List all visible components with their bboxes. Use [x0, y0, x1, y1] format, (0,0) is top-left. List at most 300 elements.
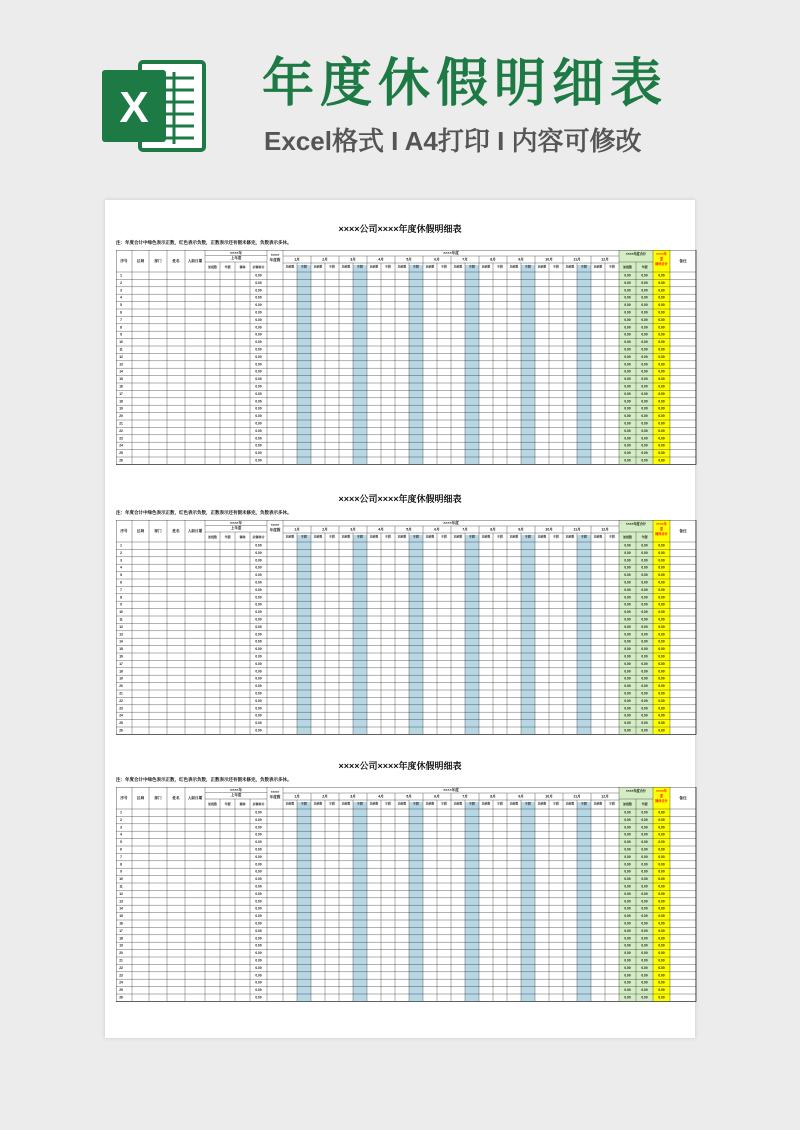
header-region: 区域 [136, 528, 145, 533]
row-final-total: 0.00 [658, 847, 665, 852]
row-total-annual: 0.00 [641, 684, 648, 689]
row-total-overtime: 0.00 [624, 884, 631, 889]
row-final-total: 0.00 [658, 354, 665, 359]
row-balance: 0.00 [255, 295, 262, 300]
row-total-annual: 0.00 [641, 273, 648, 278]
header-month-sub: 加班数 [593, 264, 603, 269]
header-month-sub: 加班数 [537, 264, 547, 269]
row-total-annual: 0.00 [641, 884, 648, 889]
row-number: 23 [119, 436, 123, 441]
row-final-total: 0.00 [658, 288, 665, 293]
header-final-bottom: 调休合计 [655, 261, 668, 266]
header-month-sub: 年假 [385, 534, 391, 539]
row-total-annual: 0.00 [641, 973, 648, 978]
row-balance: 0.00 [255, 399, 262, 404]
row-balance: 0.00 [255, 458, 262, 463]
row-total-overtime: 0.00 [624, 914, 631, 919]
header-month-sub: 年假 [525, 264, 531, 269]
row-final-total: 0.00 [658, 362, 665, 367]
row-final-total: 0.00 [658, 558, 665, 563]
header-annual-bottom: 年度假 [269, 794, 281, 799]
header-month-sub: 年假 [441, 264, 447, 269]
row-balance: 0.00 [255, 661, 262, 666]
row-total-overtime: 0.00 [624, 273, 631, 278]
row-number: 14 [119, 906, 123, 911]
row-total-annual: 0.00 [641, 421, 648, 426]
row-total-overtime: 0.00 [624, 602, 631, 607]
row-total-overtime: 0.00 [624, 310, 631, 315]
row-number: 23 [119, 973, 123, 978]
header-final-mid: 度 [659, 256, 664, 261]
row-final-total: 0.00 [658, 543, 665, 548]
row-number: 3 [120, 558, 122, 563]
row-final-total: 0.00 [658, 273, 665, 278]
row-number: 3 [120, 288, 122, 293]
header-prev-sub: 年假 [224, 801, 231, 806]
row-balance: 0.00 [255, 573, 262, 578]
row-balance: 0.00 [255, 369, 262, 374]
row-balance: 0.00 [255, 810, 262, 815]
row-final-total: 0.00 [658, 684, 665, 689]
row-number: 9 [120, 332, 122, 337]
row-final-total: 0.00 [658, 817, 665, 822]
row-total-annual: 0.00 [641, 436, 648, 441]
header-month: 2月 [322, 527, 328, 532]
header-month: 1月 [294, 257, 300, 262]
row-total-annual: 0.00 [641, 443, 648, 448]
row-balance: 0.00 [255, 624, 262, 629]
header-month: 12月 [601, 257, 609, 262]
header-month-sub: 年假 [301, 264, 307, 269]
row-number: 15 [119, 914, 123, 919]
leave-table [116, 787, 697, 1002]
header-month: 1月 [294, 794, 300, 799]
header-month-sub: 加班数 [313, 801, 323, 806]
header-month-sub: 加班数 [285, 801, 295, 806]
header-month-sub: 年假 [609, 264, 615, 269]
header-month: 3月 [350, 527, 356, 532]
header-month-sub: 年假 [525, 801, 531, 806]
header-month-sub: 年假 [301, 534, 307, 539]
row-number: 19 [119, 676, 123, 681]
header-prev-sub: 年假 [224, 534, 231, 539]
header-month-sub: 年假 [581, 801, 587, 806]
row-final-total: 0.00 [658, 436, 665, 441]
row-final-total: 0.00 [658, 295, 665, 300]
row-number: 15 [119, 647, 123, 652]
row-total-annual: 0.00 [641, 906, 648, 911]
row-final-total: 0.00 [658, 980, 665, 985]
header-month-sub: 年假 [497, 534, 503, 539]
row-number: 24 [119, 443, 123, 448]
header-month: 6月 [434, 527, 440, 532]
row-total-annual: 0.00 [641, 632, 648, 637]
row-total-overtime: 0.00 [624, 325, 631, 330]
row-number: 9 [120, 602, 122, 607]
row-balance: 0.00 [255, 654, 262, 659]
row-final-total: 0.00 [658, 602, 665, 607]
header-month: 9月 [518, 794, 524, 799]
row-total-overtime: 0.00 [624, 691, 631, 696]
row-balance: 0.00 [255, 921, 262, 926]
header-month: 6月 [434, 794, 440, 799]
row-number: 21 [119, 691, 123, 696]
row-total-annual: 0.00 [641, 399, 648, 404]
row-balance: 0.00 [255, 698, 262, 703]
row-total-overtime: 0.00 [624, 906, 631, 911]
row-balance: 0.00 [255, 958, 262, 963]
header-prev-year: ××××年 [230, 250, 242, 255]
header-year-band: ××××年度 [443, 250, 459, 255]
row-balance: 0.00 [255, 862, 262, 867]
logo-letter: X [119, 83, 149, 132]
header-month: 4月 [378, 794, 384, 799]
row-total-overtime: 0.00 [624, 558, 631, 563]
header-name: 姓名 [172, 795, 180, 800]
page-subtitle: Excel格式 I A4打印 I 内容可修改 [264, 126, 642, 156]
row-final-total: 0.00 [658, 891, 665, 896]
header-month: 3月 [350, 257, 356, 262]
row-balance: 0.00 [255, 832, 262, 837]
row-total-overtime: 0.00 [624, 928, 631, 933]
row-number: 7 [120, 317, 122, 322]
header-dept: 部门 [154, 795, 162, 800]
row-balance: 0.00 [255, 384, 262, 389]
row-total-annual: 0.00 [641, 728, 648, 733]
row-balance: 0.00 [255, 421, 262, 426]
header-month-sub: 加班数 [285, 534, 295, 539]
row-balance: 0.00 [255, 414, 262, 419]
row-balance: 0.00 [255, 980, 262, 985]
row-number: 6 [120, 847, 122, 852]
row-total-overtime: 0.00 [624, 706, 631, 711]
row-final-total: 0.00 [658, 617, 665, 622]
row-total-overtime: 0.00 [624, 698, 631, 703]
row-balance: 0.00 [255, 587, 262, 592]
row-total-annual: 0.00 [641, 862, 648, 867]
row-total-overtime: 0.00 [624, 354, 631, 359]
row-total-annual: 0.00 [641, 391, 648, 396]
header-month-sub: 年假 [525, 534, 531, 539]
header-year-band: ××××年度 [443, 787, 459, 792]
row-total-overtime: 0.00 [624, 317, 631, 322]
row-total-annual: 0.00 [641, 377, 648, 382]
row-final-total: 0.00 [658, 565, 665, 570]
row-total-overtime: 0.00 [624, 877, 631, 882]
row-final-total: 0.00 [658, 706, 665, 711]
row-number: 22 [119, 698, 123, 703]
row-number: 20 [119, 684, 123, 689]
row-final-total: 0.00 [658, 906, 665, 911]
row-final-total: 0.00 [658, 639, 665, 644]
row-total-overtime: 0.00 [624, 377, 631, 382]
row-balance: 0.00 [255, 617, 262, 622]
row-final-total: 0.00 [658, 443, 665, 448]
row-balance: 0.00 [255, 936, 262, 941]
row-balance: 0.00 [255, 325, 262, 330]
header-month-sub: 加班数 [565, 264, 575, 269]
grid-border [116, 250, 696, 464]
header-month: 7月 [462, 257, 468, 262]
row-total-annual: 0.00 [641, 669, 648, 674]
row-total-annual: 0.00 [641, 602, 648, 607]
row-total-overtime: 0.00 [624, 654, 631, 659]
row-total-overtime: 0.00 [624, 421, 631, 426]
header-hire-date: 入职日期 [187, 258, 203, 263]
row-total-overtime: 0.00 [624, 980, 631, 985]
header-month-sub: 年假 [441, 801, 447, 806]
row-total-annual: 0.00 [641, 832, 648, 837]
row-balance: 0.00 [255, 340, 262, 345]
header-month-sub: 加班数 [397, 534, 407, 539]
row-number: 1 [120, 273, 122, 278]
row-number: 6 [120, 580, 122, 585]
row-total-overtime: 0.00 [624, 988, 631, 993]
row-total-overtime: 0.00 [624, 965, 631, 970]
row-number: 14 [119, 639, 123, 644]
row-final-total: 0.00 [658, 451, 665, 456]
header-annual-top: ×××× [270, 522, 280, 527]
row-total-annual: 0.00 [641, 543, 648, 548]
month-shade [577, 265, 591, 464]
row-final-total: 0.00 [658, 877, 665, 882]
row-total-overtime: 0.00 [624, 684, 631, 689]
header-month: 11月 [573, 257, 581, 262]
row-balance: 0.00 [255, 995, 262, 1000]
row-balance: 0.00 [255, 691, 262, 696]
header-prev-year-sub: 上年度 [230, 525, 242, 530]
table-title: ××××公司××××年度休假明细表 [338, 224, 462, 234]
row-final-total: 0.00 [658, 728, 665, 733]
row-total-overtime: 0.00 [624, 399, 631, 404]
row-number: 1 [120, 543, 122, 548]
header-month-sub: 年假 [553, 801, 559, 806]
row-number: 2 [120, 280, 122, 285]
month-shade [465, 535, 479, 734]
header-month-sub: 年假 [329, 264, 335, 269]
header-prev-sub: 调休 [239, 264, 246, 269]
row-balance: 0.00 [255, 558, 262, 563]
row-total-overtime: 0.00 [624, 676, 631, 681]
row-total-annual: 0.00 [641, 347, 648, 352]
header-month: 8月 [490, 794, 496, 799]
row-balance: 0.00 [255, 288, 262, 293]
header-month: 9月 [518, 257, 524, 262]
header-seq: 序号 [120, 795, 128, 800]
header-month-sub: 年假 [497, 264, 503, 269]
header-month-sub: 加班数 [481, 534, 491, 539]
row-total-overtime: 0.00 [624, 443, 631, 448]
header-seq: 序号 [120, 528, 128, 533]
header-hire-date: 入职日期 [187, 795, 203, 800]
header-prev-year: ××××年 [230, 787, 242, 792]
header-prev-sub: 余调休计 [252, 264, 265, 269]
row-total-overtime: 0.00 [624, 669, 631, 674]
row-total-annual: 0.00 [641, 617, 648, 622]
month-shade [577, 535, 591, 734]
row-total-annual: 0.00 [641, 317, 648, 322]
row-balance: 0.00 [255, 706, 262, 711]
row-balance: 0.00 [255, 869, 262, 874]
row-balance: 0.00 [255, 899, 262, 904]
row-total-overtime: 0.00 [624, 713, 631, 718]
header-final-top: ××××年 [656, 788, 667, 793]
header-year-total: ××××年度合计 [625, 251, 647, 256]
header-month-sub: 年假 [413, 534, 419, 539]
header-month-sub: 加班数 [397, 801, 407, 806]
row-total-annual: 0.00 [641, 565, 648, 570]
row-number: 19 [119, 406, 123, 411]
row-final-total: 0.00 [658, 458, 665, 463]
header-prev-sub: 调休 [239, 801, 246, 806]
header-month-sub: 加班数 [341, 801, 351, 806]
row-total-overtime: 0.00 [624, 580, 631, 585]
month-shade [409, 802, 423, 1001]
table-note: 注：年度合计中绿色表示正数，红色表示负数，正数表示还有假未修完，负数表示多休。 [116, 777, 292, 782]
row-total-overtime: 0.00 [624, 899, 631, 904]
row-final-total: 0.00 [658, 825, 665, 830]
row-number: 16 [119, 654, 123, 659]
row-total-overtime: 0.00 [624, 428, 631, 433]
row-total-annual: 0.00 [641, 340, 648, 345]
header-month: 12月 [601, 794, 609, 799]
header-total-sub: 年假 [641, 264, 648, 269]
header-month-sub: 年假 [329, 534, 335, 539]
leave-table [116, 250, 697, 465]
header-month-sub: 年假 [441, 534, 447, 539]
row-number: 8 [120, 862, 122, 867]
month-shade [409, 265, 423, 464]
header-month-sub: 年假 [385, 801, 391, 806]
row-number: 1 [120, 810, 122, 815]
row-number: 11 [119, 347, 123, 352]
header-year-total: ××××年度合计 [625, 788, 647, 793]
header-month-sub: 年假 [329, 801, 335, 806]
header-prev-sub: 加班数 [207, 534, 218, 539]
header-month-sub: 加班数 [313, 534, 323, 539]
header-month-sub: 加班数 [593, 801, 603, 806]
row-total-overtime: 0.00 [624, 721, 631, 726]
header-month-sub: 加班数 [593, 534, 603, 539]
row-total-overtime: 0.00 [624, 661, 631, 666]
month-shade [465, 265, 479, 464]
row-final-total: 0.00 [658, 587, 665, 592]
row-balance: 0.00 [255, 610, 262, 615]
header-month: 7月 [462, 794, 468, 799]
row-final-total: 0.00 [658, 624, 665, 629]
header-total-sub: 加班数 [622, 801, 633, 806]
month-shade [521, 265, 535, 464]
header-month-sub: 年假 [301, 801, 307, 806]
row-total-overtime: 0.00 [624, 847, 631, 852]
row-number: 18 [119, 399, 123, 404]
header-dept: 部门 [154, 528, 162, 533]
row-total-overtime: 0.00 [624, 550, 631, 555]
row-balance: 0.00 [255, 973, 262, 978]
row-total-overtime: 0.00 [624, 862, 631, 867]
row-balance: 0.00 [255, 891, 262, 896]
row-total-overtime: 0.00 [624, 436, 631, 441]
row-total-overtime: 0.00 [624, 951, 631, 956]
grid-border [116, 787, 696, 1001]
row-final-total: 0.00 [658, 428, 665, 433]
row-final-total: 0.00 [658, 928, 665, 933]
header-month-sub: 年假 [609, 534, 615, 539]
row-number: 13 [119, 899, 123, 904]
header-final-top: ××××年 [656, 251, 667, 256]
header-month-sub: 年假 [469, 801, 475, 806]
header-month-sub: 加班数 [369, 534, 379, 539]
row-total-overtime: 0.00 [624, 825, 631, 830]
row-final-total: 0.00 [658, 661, 665, 666]
month-shade [297, 802, 311, 1001]
page-title: 年度休假明细表 [262, 55, 669, 113]
row-total-overtime: 0.00 [624, 391, 631, 396]
row-number: 21 [119, 421, 123, 426]
row-number: 5 [120, 573, 122, 578]
row-total-overtime: 0.00 [624, 832, 631, 837]
row-total-overtime: 0.00 [624, 973, 631, 978]
row-total-annual: 0.00 [641, 654, 648, 659]
row-balance: 0.00 [255, 928, 262, 933]
row-total-overtime: 0.00 [624, 595, 631, 600]
row-number: 2 [120, 817, 122, 822]
row-final-total: 0.00 [658, 391, 665, 396]
row-balance: 0.00 [255, 406, 262, 411]
row-total-overtime: 0.00 [624, 647, 631, 652]
row-number: 4 [120, 295, 122, 300]
row-final-total: 0.00 [658, 914, 665, 919]
row-balance: 0.00 [255, 965, 262, 970]
row-total-annual: 0.00 [641, 573, 648, 578]
row-final-total: 0.00 [658, 676, 665, 681]
header-month: 10月 [545, 794, 553, 799]
row-total-annual: 0.00 [641, 303, 648, 308]
row-final-total: 0.00 [658, 921, 665, 926]
row-final-total: 0.00 [658, 943, 665, 948]
row-final-total: 0.00 [658, 399, 665, 404]
header-month: 6月 [434, 257, 440, 262]
row-total-overtime: 0.00 [624, 632, 631, 637]
row-balance: 0.00 [255, 595, 262, 600]
row-balance: 0.00 [255, 347, 262, 352]
row-balance: 0.00 [255, 317, 262, 322]
header-month-sub: 加班数 [425, 264, 435, 269]
row-number: 20 [119, 951, 123, 956]
row-total-annual: 0.00 [641, 914, 648, 919]
row-total-overtime: 0.00 [624, 943, 631, 948]
row-total-annual: 0.00 [641, 661, 648, 666]
row-total-annual: 0.00 [641, 325, 648, 330]
row-total-annual: 0.00 [641, 406, 648, 411]
row-number: 11 [119, 884, 123, 889]
row-balance: 0.00 [255, 847, 262, 852]
row-total-annual: 0.00 [641, 295, 648, 300]
header-month-sub: 加班数 [481, 264, 491, 269]
row-final-total: 0.00 [658, 303, 665, 308]
row-balance: 0.00 [255, 377, 262, 382]
header-prev-sub: 加班数 [207, 264, 218, 269]
header-month-sub: 加班数 [537, 534, 547, 539]
row-total-overtime: 0.00 [624, 573, 631, 578]
row-final-total: 0.00 [658, 854, 665, 859]
row-number: 14 [119, 369, 123, 374]
row-final-total: 0.00 [658, 280, 665, 285]
header-seq: 序号 [120, 258, 128, 263]
month-shade [521, 535, 535, 734]
row-balance: 0.00 [255, 310, 262, 315]
month-shade [353, 265, 367, 464]
